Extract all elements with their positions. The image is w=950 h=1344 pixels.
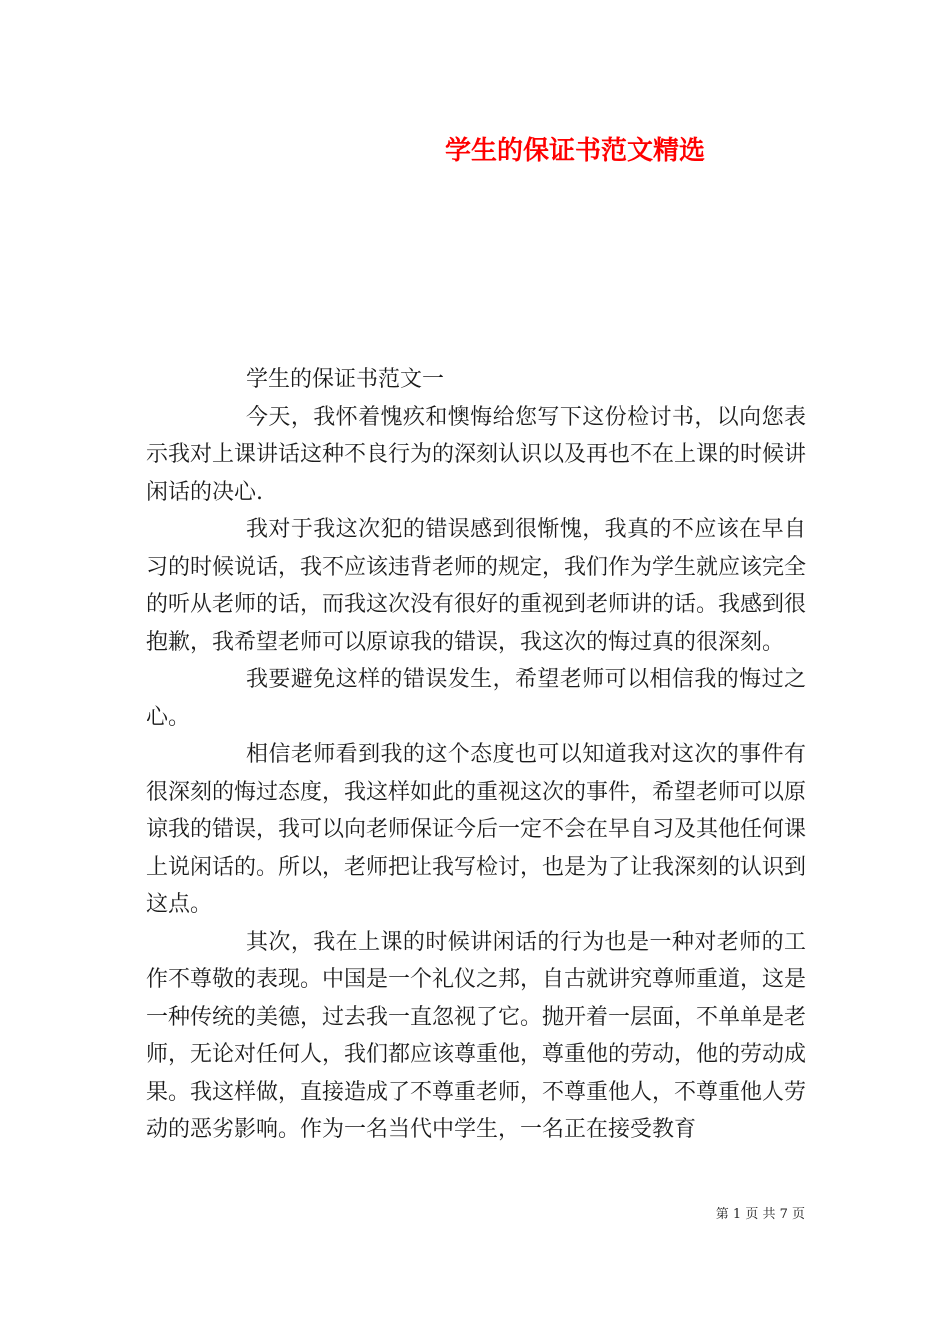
section-heading: 学生的保证书范文一 xyxy=(246,367,445,392)
document-title: 学生的保证书范文精选 xyxy=(444,136,705,166)
paragraph: 今天，我怀着愧疚和懊悔给您写下这份检讨书，以向您表示我对上课讲话这种不良行为的深刻认识以及再也不在上课的时候讲闲话的决心. xyxy=(146,404,807,505)
document-body xyxy=(146,361,806,1149)
paragraph: 我要避免这样的错误发生，希望老师可以相信我的悔过之心。 xyxy=(146,667,806,730)
paragraph: 相信老师看到我的这个态度也可以知道我对这次的事件有很深刻的悔过态度，我这样如此的重视这次的事件，希望老师可以原谅我的错误，我可以向老师保证今后一定不会在早自习及其他任何课上说闲话的。所以，老师把让我写检讨，也是为了让我深刻的认识到这点。 xyxy=(146,742,807,917)
page-number-footer: 第 1 页 共 7 页 xyxy=(715,1207,805,1222)
paragraph: 我对于我这次犯的错误感到很惭愧，我真的不应该在早自习的时候说话，我不应该违背老师的规定，我们作为学生就应该完全的听从老师的话，而我这次没有很好的重视到老师讲的话。我感到很抱歉，我希望老师可以原谅我的错误，我这次的悔过真的很深刻。 xyxy=(146,517,807,655)
paragraph: 其次，我在上课的时候讲闲话的行为也是一种对老师的工作不尊敬的表现。中国是一个礼仪之邦，自古就讲究尊师重道，这是一种传统的美德，过去我一直忽视了它。抛开着一层面，不单单是老师，无论对任何人，我们都应该尊重他，尊重他的劳动，他的劳动成果。我这样做，直接造成了不尊重老师，不尊重他人，不尊重他人劳动的恶劣影响。作为一名当代中学生，一名正在接受教育 xyxy=(146,929,807,1142)
